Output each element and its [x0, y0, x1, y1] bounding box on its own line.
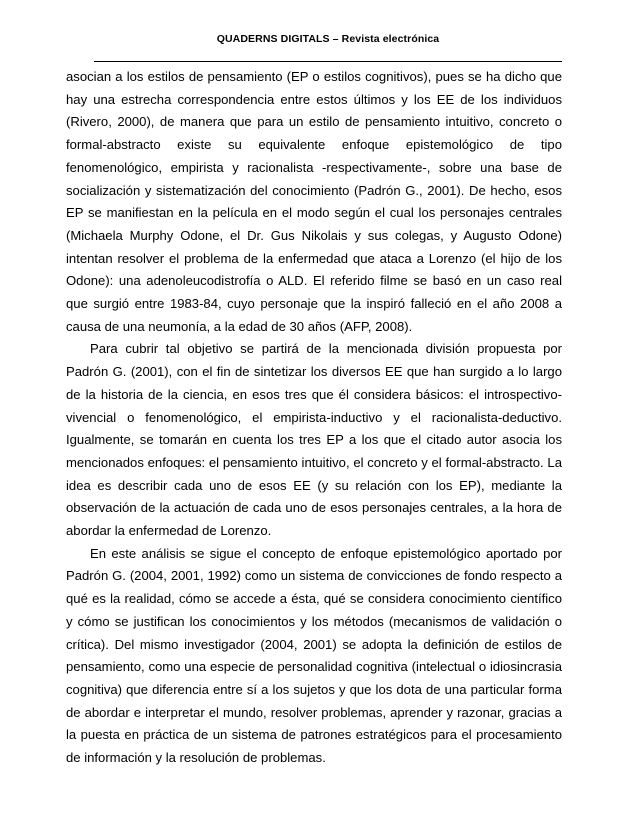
- body-text: [66, 66, 562, 770]
- running-header: QUADERNS DIGITALS – Revista electrónica: [216, 33, 440, 45]
- paragraph-1: asocian a los estilos de pensamiento (EP o estilos cognitivos), pues se ha dicho que hay una estrecha correspondencia entre estos últimos y los EE de los individuos (Rivero, 2000), de manera que para un estilo de pensamiento intuitivo, concreto o formal-abstracto existe su equivalente enfoque epistemológico de tipo fenomenológico, empirista y racionalista -respectivamente-, sobre una base de socialización y sistematización del conocimiento (Padrón G., 2001). De hecho, esos EP se manifiestan en la película en el modo según el cual los personajes centrales (Michaela Murphy Odone, el Dr. Gus Nikolais y sus colegas, y Augusto Odone) intentan resolver el problema de la enfermedad que ataca a Lorenzo (el hijo de los Odone): una adenoleucodistrofía o ALD. El referido filme se basó en un caso real que surgió entre 1983-84, cuyo personaje que la inspiró falleció en el año 2008 a causa de una neumonía, a la edad de 30 años (AFP, 2008).: [66, 69, 562, 334]
- paragraph-3: En este análisis se sigue el concepto de enfoque epistemológico aportado por Padrón G. (2004, 2001, 1992) como un sistema de convicciones de fondo respecto a qué es la realidad, cómo se accede a ésta, qué se considera conocimiento científico y cómo se justifican los conocimientos y los métodos (mecanismos de validación o crítica). Del mismo investigador (2004, 2001) se adopta la definición de estilos de pensamiento, como una especie de personalidad cognitiva (intelectual o idiosincrasia cognitiva) que diferencia entre sí a los sujetos y que los dota de una particular forma de abordar e interpretar el mundo, resolver problemas, aprender y razonar, gracias a la puesta en práctica de un sistema de patrones estratégicos para el procesamiento de información y la resolución de problemas.: [66, 545, 562, 766]
- header-rule: [94, 61, 562, 62]
- paragraph-2: Para cubrir tal objetivo se partirá de la mencionada división propuesta por Padrón G. (2001), con el fin de sintetizar los diversos EE que han surgido a lo largo de la historia de la ciencia, en esos tres que él considera básicos: el introspectivo-vivencial o fenomenológico, el empirista-inductivo y el racionalista-deductivo. Igualmente, se tomarán en cuenta los tres EP a los que el citado autor asocia los mencionados enfoques: el pensamiento intuitivo, el concreto y el formal-abstracto. La idea es describir cada uno de esos EE (y su relación con los EP), mediante la observación de la actuación de cada uno de esos personajes centrales, a la hora de abordar la enfermedad de Lorenzo.: [66, 341, 562, 539]
